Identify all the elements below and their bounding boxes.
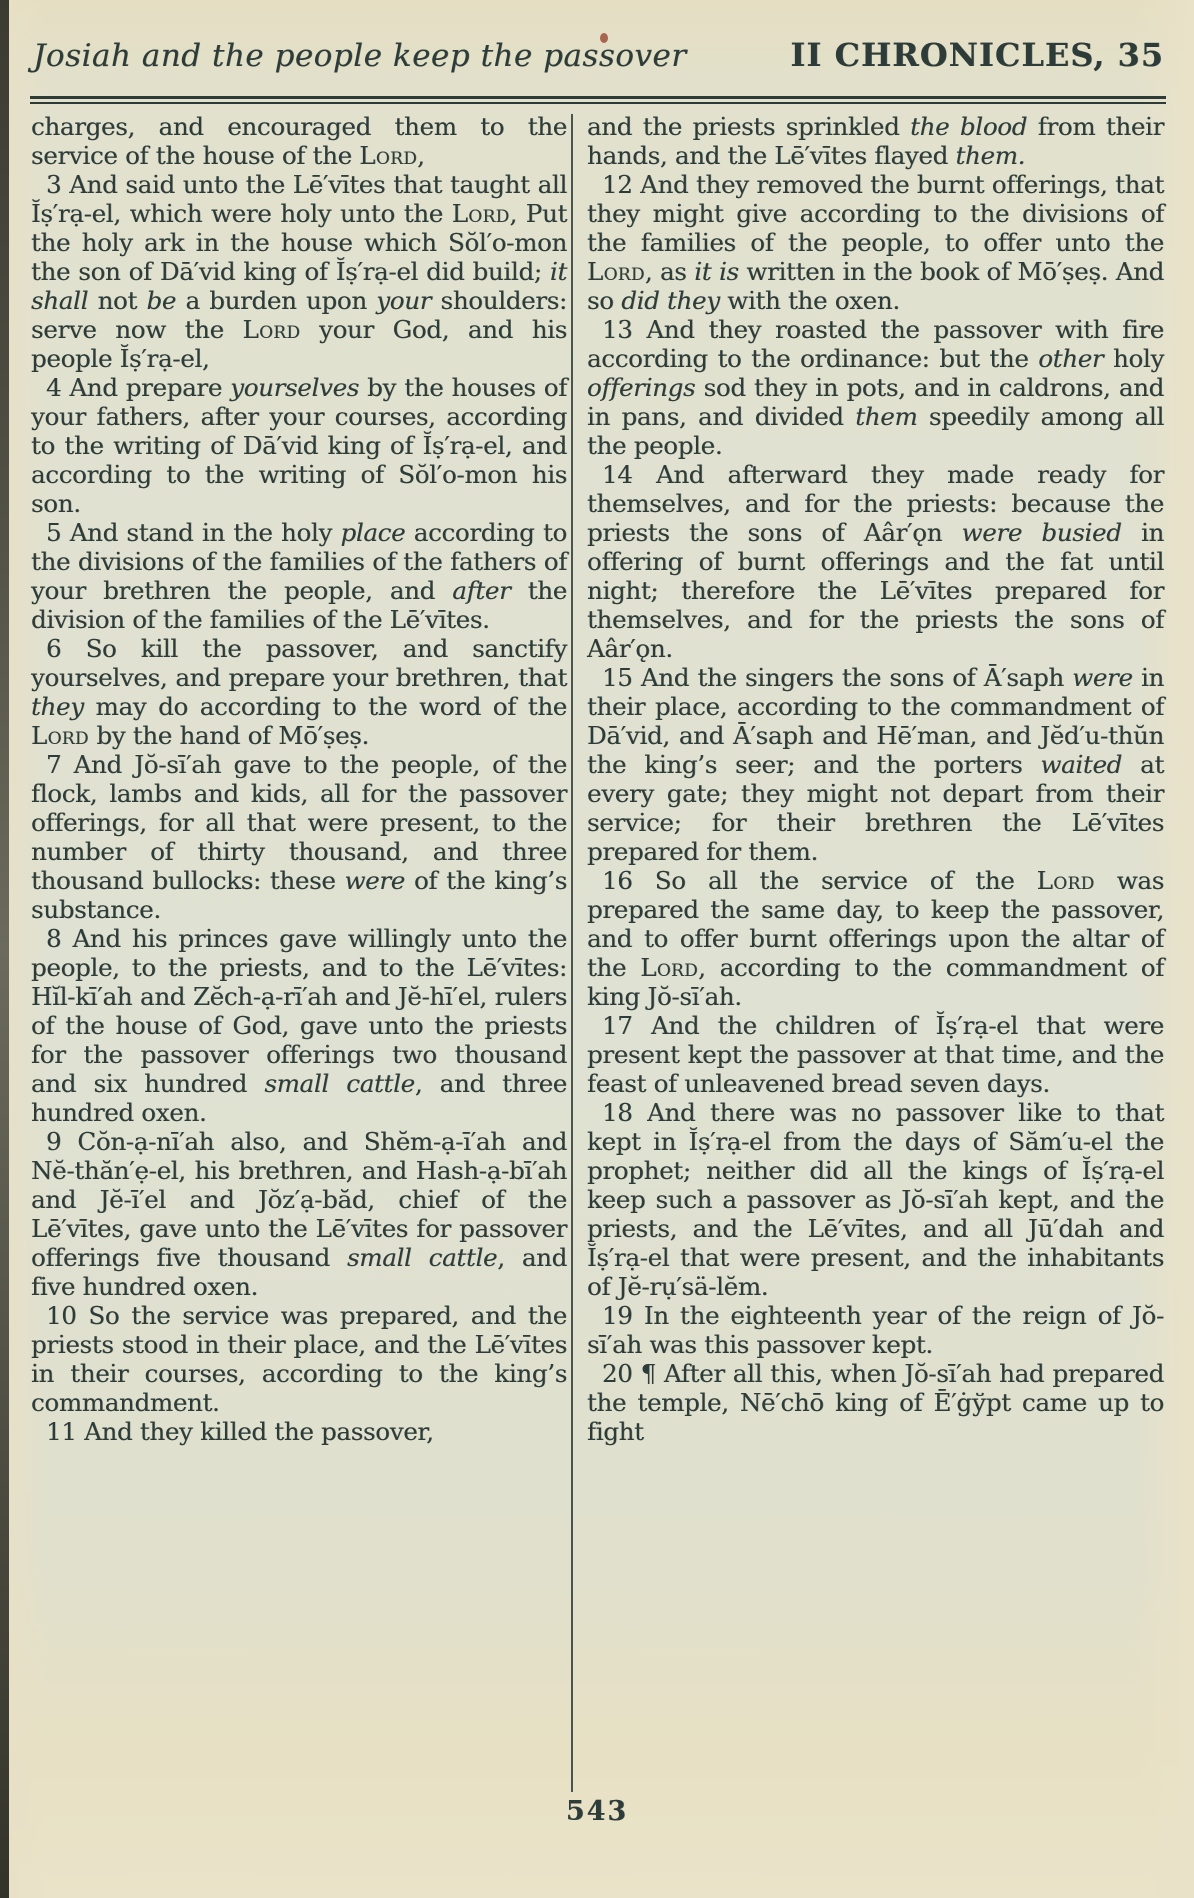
- italic-phrase: small cattle: [264, 1069, 415, 1098]
- italic-phrase: your: [376, 286, 432, 315]
- italic-phrase: them.: [955, 141, 1026, 170]
- book-chapter-title: II CHRONICLES, 35: [790, 36, 1164, 74]
- italic-phrase: the blood: [910, 112, 1028, 141]
- italic-phrase: be: [146, 286, 177, 315]
- italic-phrase: they: [31, 692, 84, 721]
- verse-14: 14 And afterward they made ready for themselves, and for the priests: because the priests the sons of Aâr′ǫn were busied in offering of burnt offerings and the fat until night; therefore the Lē′vītes prepared for themselves, and for the priests the sons of Aâr′ǫn.: [587, 460, 1164, 663]
- italic-phrase: other: [1038, 344, 1104, 373]
- continuation-paragraph: charges, and encouraged them to the service of the house of the Lord,: [31, 112, 567, 170]
- italic-phrase: were: [1072, 663, 1133, 692]
- small-caps-word: Lord: [451, 199, 510, 228]
- italic-phrase: them: [855, 402, 918, 431]
- verse-19: 19 In the eighteenth year of the reign of Jŏ-sī′ah was this passover kept.: [587, 1301, 1164, 1359]
- verse-9: 9 Cŏn-ạ-nī′ah also, and Shĕm-ạ-ī′ah and Nĕ-thăn′ẹ-el, his brethren, and Hash-ạ-bī′ah and Jĕ-ī′el and Jŏz′ạ-băd, chief of the Lē′vītes, gave unto the Lē′vītes for passover offerings five thousand small cattle, and five hundred oxen.: [31, 1127, 567, 1301]
- verse-6: 6 So kill the passover, and sanctify yourselves, and prepare your brethren, that they may do according to the word of the Lord by the hand of Mō′ṣeṣ.: [31, 634, 567, 750]
- verse-12: 12 And they removed the burnt offerings, that they might give according to the divisions of the families of the people, to offer unto the Lord, as it is written in the book of Mō′ṣeṣ. And so did they with the oxen.: [587, 170, 1164, 315]
- italic-phrase: offerings: [587, 373, 696, 402]
- verse-13: 13 And they roasted the passover with fire according to the ordinance: but the other holy offerings sod they in pots, and in caldrons, and in pans, and divided them speedily among all the people.: [587, 315, 1164, 460]
- italic-phrase: were busied: [961, 518, 1122, 547]
- italic-phrase: it is: [694, 257, 739, 286]
- verse-15: 15 And the singers the sons of Ā′saph were in their place, according to the commandment of Dā′vid, and Ā′saph and Hē′man, and Jĕd′u-thŭn the king’s seer; and the porters waited at every gate; they might not depart from their service; for their brethren the Lē′vītes prepared for them.: [587, 663, 1164, 866]
- verse-18: 18 And there was no passover like to that kept in Ĭṣ′rạ-el from the days of Săm′u-el the prophet; neither did all the kings of Ĭṣ′rạ-el keep such a passover as Jŏ-sī′ah kept, and the priests, and the Lē′vītes, and all Jū′dah and Ĭṣ′rạ-el that were present, and the inhabitants of Jĕ-rụ′sä-lĕm.: [587, 1098, 1164, 1301]
- header-rule: [30, 96, 1166, 104]
- italic-phrase: small cattle: [347, 1243, 498, 1272]
- small-caps-word: Lord: [640, 953, 699, 982]
- italic-phrase: yourselves: [230, 373, 360, 402]
- left-column: [31, 112, 567, 1446]
- continuation-paragraph: and the priests sprinkled the blood from their hands, and the Lē′vītes flayed them.: [587, 112, 1165, 170]
- verse-7: 7 And Jŏ-sī′ah gave to the people, of the flock, lambs and kids, all for the passover offerings, for all that were present, to the number of thirty thousand, and three thousand bullocks: these were of the king’s substance.: [31, 750, 567, 924]
- small-caps-word: Lord: [587, 257, 645, 286]
- verse-17: 17 And the children of Ĭṣ′rạ-el that were present kept the passover at that time, and the feast of unleavened bread seven days.: [587, 1011, 1164, 1098]
- page-header: [33, 36, 1164, 74]
- italic-phrase: waited: [1040, 750, 1123, 779]
- italic-phrase: did they: [621, 286, 720, 315]
- small-caps-word: Lord: [359, 141, 418, 170]
- small-caps-word: Lord: [242, 315, 301, 344]
- small-caps-word: Lord: [1036, 866, 1095, 895]
- small-caps-word: Lord: [31, 721, 89, 750]
- verse-11: 11 And they killed the passover,: [46, 1417, 434, 1446]
- verse-3: 3 And said unto the Lē′vītes that taught all Ĭṣ′rạ-el, which were holy unto the Lord, Put the holy ark in the house which Sŏl′o-mon the son of Dā′vid king of Ĭṣ′rạ-el did build; it shall not be a burden upon your shoulders: serve now the Lord your God, and his people Ĭṣ′rạ-el,: [31, 170, 567, 373]
- verse-4: 4 And prepare yourselves by the houses of your fathers, after your courses, according to the writing of Dā′vid king of Ĭṣ′rạ-el, and according to the writing of Sŏl′o-mon his son.: [31, 373, 567, 518]
- italic-phrase: place: [340, 518, 406, 547]
- column-divider: [571, 114, 573, 1792]
- verse-5: 5 And stand in the holy place according to the divisions of the families of the fathers of your brethren the people, and after the division of the families of the Lē′vītes.: [31, 518, 567, 634]
- italic-phrase: were: [344, 866, 405, 895]
- verse-16: 16 So all the service of the Lord was prepared the same day, to keep the passover, and to offer burnt offerings upon the altar of the Lord, according to the commandment of king Jŏ-sī′ah.: [587, 866, 1164, 1011]
- italic-phrase: after: [452, 576, 511, 605]
- running-head: Josiah and the people keep the passover: [33, 38, 687, 74]
- right-column: [587, 112, 1164, 1446]
- verse-20: 20 ¶ After all this, when Jŏ-sī′ah had prepared the temple, Nē′chō king of Ē′ġўpt came up to fight: [587, 1359, 1164, 1446]
- italic-phrase: it shall: [31, 257, 567, 315]
- verse-8: 8 And his princes gave willingly unto the people, to the priests, and to the Lē′vītes: Hĭl-kī′ah and Zĕch-ạ-rī′ah and Jĕ-hī′el, rulers of the house of God, gave unto the priests for the passover offerings two thousand and six hundred small cattle, and three hundred oxen.: [31, 924, 568, 1127]
- page-edge-shadow: [0, 0, 9, 1898]
- page-number: 543: [565, 1796, 629, 1827]
- verse-10: 10 So the service was prepared, and the priests stood in their place, and the Lē′vītes in their courses, according to the king’s commandment.: [31, 1301, 567, 1417]
